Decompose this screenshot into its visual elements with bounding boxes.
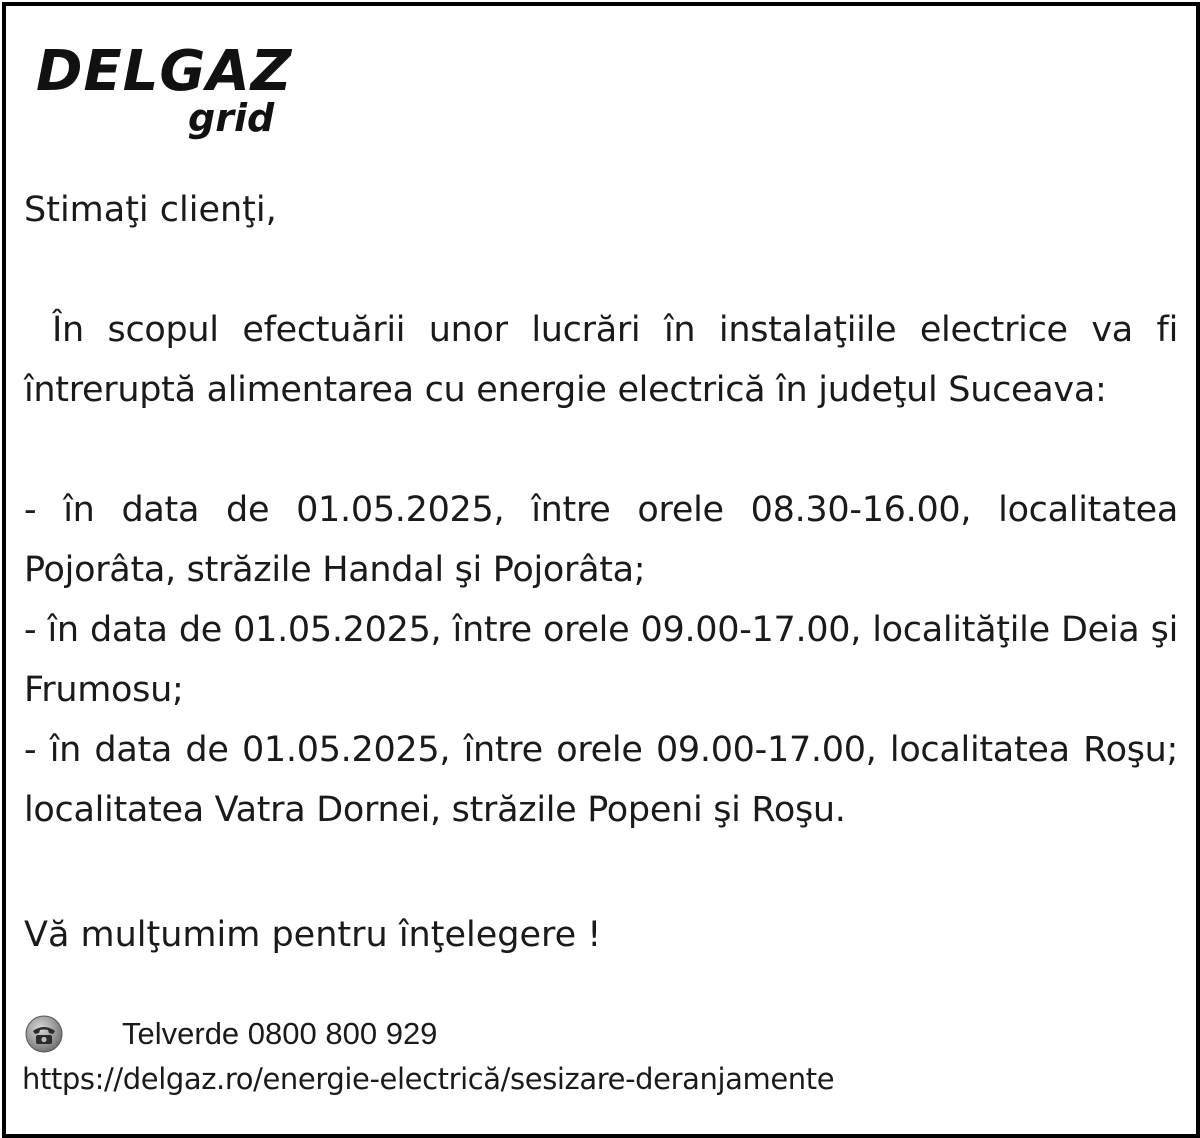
phone-icon (24, 1014, 64, 1054)
logo-subtitle: grid (188, 96, 275, 140)
intro-paragraph: În scopul efectuării unor lucrări în instalaţiile electrice va fi întreruptă alimentarea cu energie electrică în judeţul Suceava: (24, 310, 1178, 410)
outage-item: - în data de 01.05.2025, între orele 08.30-16.00, localitatea Pojorâta, străzile Handal şi Pojorâta; (24, 490, 1178, 590)
outage-list (24, 480, 1178, 840)
greeting: Stimaţi clienţi, (24, 190, 277, 230)
outage-item: - în data de 01.05.2025, între orele 09.00-17.00, localitatea Roşu; localitatea Vatra Dornei, străzile Popeni şi Roşu. (24, 730, 1178, 830)
phone-number: Telverde 0800 800 929 (122, 1016, 438, 1051)
delgaz-grid-logo (36, 40, 296, 150)
report-url[interactable]: https://delgaz.ro/energie-electrică/sesizare-deranjamente (22, 1062, 835, 1096)
thanks-message: Vă mulţumim pentru înţelegere ! (24, 915, 602, 955)
phone-row (24, 1012, 437, 1056)
outage-item: - în data de 01.05.2025, între orele 09.00-17.00, localităţile Deia şi Frumosu; (24, 610, 1178, 710)
logo-wordmark: DELGAZ (36, 39, 293, 104)
